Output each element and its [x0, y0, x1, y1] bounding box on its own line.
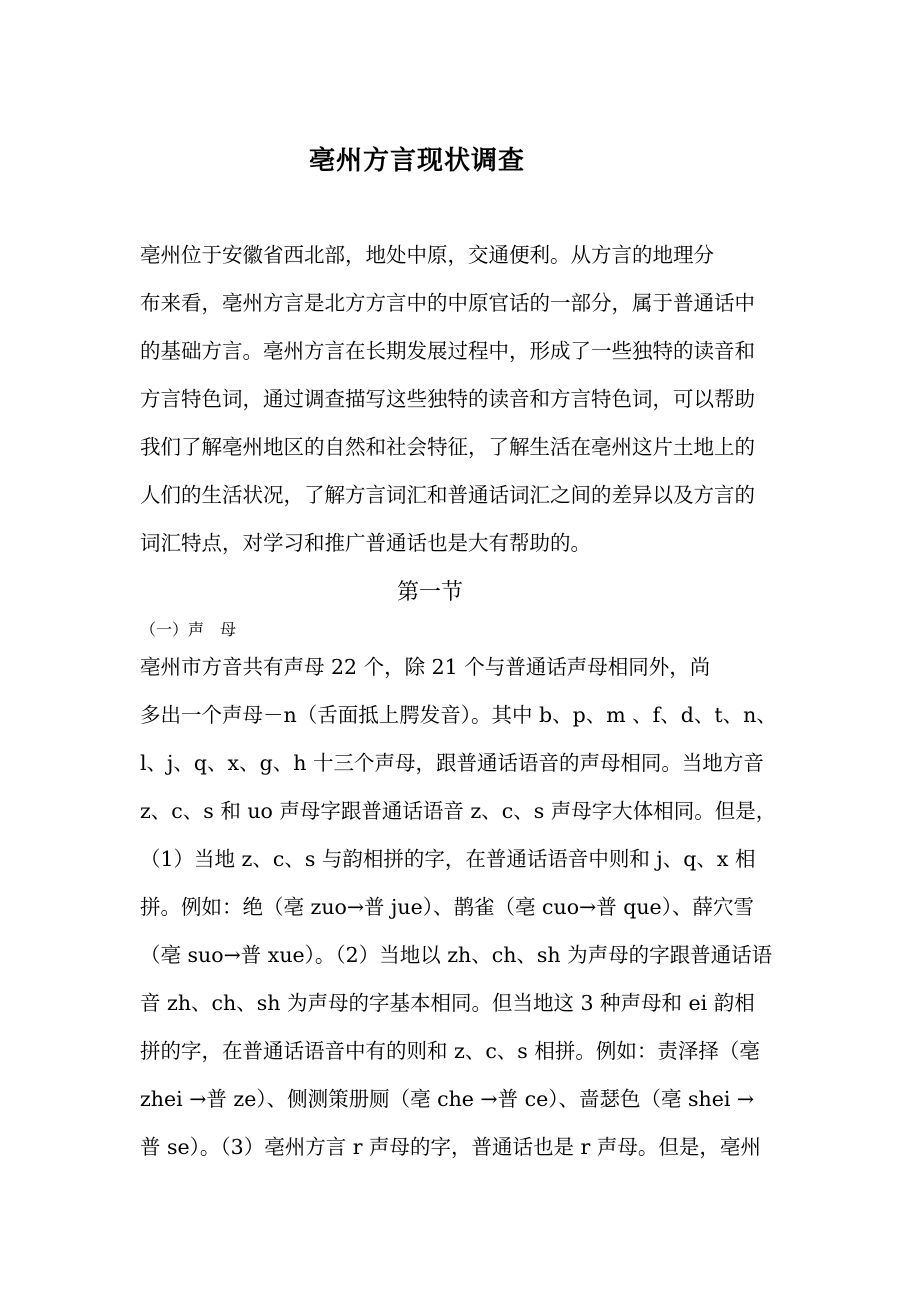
intro-line: 布来看，亳州方言是北方方言中的中原官话的一部分，属于普通话中: [140, 291, 755, 315]
body-line: 普 se）。（3）亳州方言 r 声母的字，普通话也是 r 声母。但是，亳州: [140, 1135, 761, 1159]
document-title: 亳州方言现状调查: [308, 146, 525, 176]
body-line: 多出一个声母－n（舌面抵上腭发音）。其中 b、p、m 、f、d、t、n、: [140, 703, 777, 727]
intro-line: 的基础方言。亳州方言在长期发展过程中，形成了一些独特的读音和: [140, 339, 755, 363]
body-line: 亳州市方音共有声母 22 个，除 21 个与普通话声母相同外，尚: [140, 655, 711, 679]
body-line: 拼。例如：绝（亳 zuo→普 jue）、鹊雀（亳 cuo→普 que）、薛穴雪: [140, 895, 754, 919]
section-title: 第一节: [396, 580, 463, 605]
body-line: （亳 suo→普 xue）。（2）当地以 zh、ch、sh 为声母的字跟普通话语: [140, 943, 773, 967]
body-line: 音 zh、ch、sh 为声母的字基本相同。但当地这 3 种声母和 ei 韵相: [140, 991, 755, 1015]
subsection-title: （一）声 母: [140, 620, 237, 639]
body-line: （1）当地 z、c、s 与韵相拼的字，在普通话语音中则和 j、q、x 相: [140, 847, 756, 871]
intro-line: 人们的生活状况，了解方言词汇和普通话词汇之间的差异以及方言的: [140, 483, 755, 507]
body-line: zhei →普 ze）、侧测策册厕（亳 che →普 ce）、啬瑟色（亳 shei →: [140, 1087, 755, 1111]
body-line: z、c、s 和 uo 声母字跟普通话语音 z、c、s 声母字大体相同。但是，: [140, 799, 777, 823]
intro-line: 词汇特点，对学习和推广普通话也是大有帮助的。: [140, 531, 591, 555]
body-line: 拼的字，在普通话语音中有的则和 z、c、s 相拼。例如：责泽择（亳: [140, 1039, 760, 1063]
intro-line: 亳州位于安徽省西北部，地处中原，交通便利。从方言的地理分: [140, 243, 714, 267]
intro-line: 方言特色词，通过调查描写这些独特的读音和方言特色词，可以帮助: [140, 387, 755, 411]
body-line: l、j、q、x、g、h 十三个声母，跟普通话语音的声母相同。当地方音: [140, 751, 764, 775]
intro-line: 我们了解亳州地区的自然和社会特征，了解生活在亳州这片土地上的: [140, 435, 755, 459]
